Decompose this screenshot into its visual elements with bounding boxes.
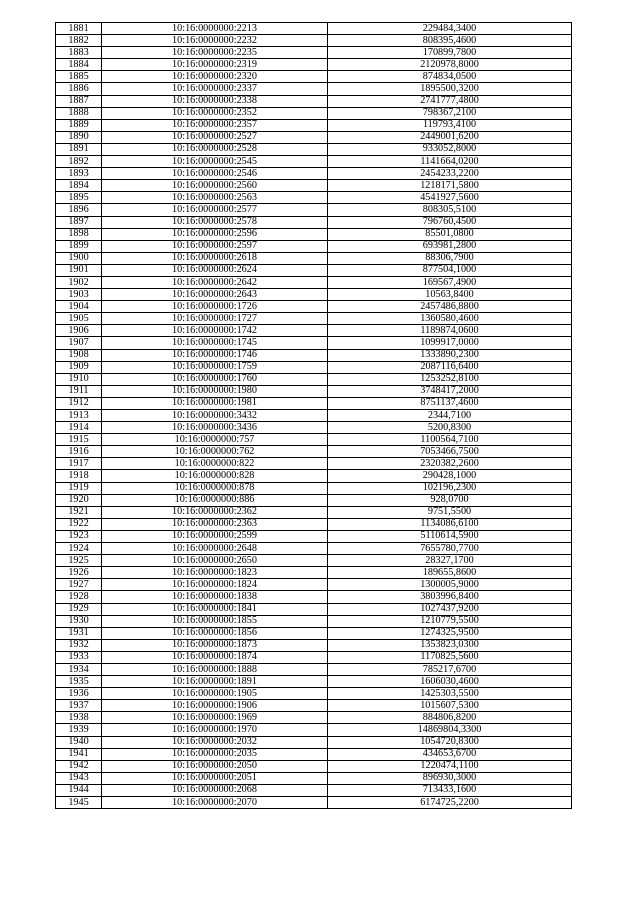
cadastral-number-cell: 10:16:0000000:1891 [102, 676, 328, 688]
value-cell: 2320382,2600 [328, 458, 572, 470]
row-number-cell: 1887 [56, 95, 102, 107]
row-number-cell: 1918 [56, 470, 102, 482]
value-cell: 928,0700 [328, 494, 572, 506]
cadastral-number-cell: 10:16:0000000:1759 [102, 361, 328, 373]
table-row [56, 506, 572, 518]
cadastral-number-cell: 10:16:0000000:2352 [102, 107, 328, 119]
table-row [56, 470, 572, 482]
value-cell: 808395,4600 [328, 35, 572, 47]
row-number-cell: 1881 [56, 23, 102, 35]
row-number-cell: 1924 [56, 543, 102, 555]
cadastral-number-cell: 10:16:0000000:2337 [102, 83, 328, 95]
cadastral-number-cell: 10:16:0000000:1745 [102, 337, 328, 349]
table-row [56, 385, 572, 397]
value-cell: 4541927,5600 [328, 192, 572, 204]
cadastral-number-cell: 10:16:0000000:2051 [102, 772, 328, 784]
value-cell: 28327,1700 [328, 555, 572, 567]
table-row [56, 156, 572, 168]
row-number-cell: 1919 [56, 482, 102, 494]
table-row [56, 615, 572, 627]
row-number-cell: 1938 [56, 712, 102, 724]
value-cell: 877504,1000 [328, 264, 572, 276]
value-cell: 1218171,5800 [328, 180, 572, 192]
value-cell: 1895500,3200 [328, 83, 572, 95]
value-cell: 1333890,2300 [328, 349, 572, 361]
table-row [56, 518, 572, 530]
row-number-cell: 1882 [56, 35, 102, 47]
value-cell: 7053466,7500 [328, 446, 572, 458]
row-number-cell: 1932 [56, 639, 102, 651]
row-number-cell: 1922 [56, 518, 102, 530]
row-number-cell: 1909 [56, 361, 102, 373]
value-cell: 5200,8300 [328, 422, 572, 434]
cadastral-number-cell: 10:16:0000000:2235 [102, 47, 328, 59]
table-row [56, 494, 572, 506]
row-number-cell: 1899 [56, 240, 102, 252]
cadastral-number-cell: 10:16:0000000:2070 [102, 797, 328, 809]
table-row [56, 724, 572, 736]
value-cell: 85501,0800 [328, 228, 572, 240]
cadastral-number-cell: 10:16:0000000:2642 [102, 276, 328, 288]
cadastral-number-cell: 10:16:0000000:3436 [102, 422, 328, 434]
row-number-cell: 1897 [56, 216, 102, 228]
cadastral-number-cell: 10:16:0000000:1760 [102, 373, 328, 385]
table-body [56, 23, 572, 809]
value-cell: 1134086,6100 [328, 518, 572, 530]
table-row [56, 446, 572, 458]
table-row [56, 555, 572, 567]
value-cell: 189655,8600 [328, 567, 572, 579]
value-cell: 1425303,5500 [328, 688, 572, 700]
table-row [56, 216, 572, 228]
cadastral-number-cell: 10:16:0000000:757 [102, 434, 328, 446]
table-row [56, 240, 572, 252]
value-cell: 874834,0500 [328, 71, 572, 83]
cadastral-number-cell: 10:16:0000000:1873 [102, 639, 328, 651]
cadastral-number-cell: 10:16:0000000:1906 [102, 700, 328, 712]
row-number-cell: 1895 [56, 192, 102, 204]
cadastral-number-cell: 10:16:0000000:828 [102, 470, 328, 482]
value-cell: 796760,4500 [328, 216, 572, 228]
table-row [56, 579, 572, 591]
table-row [56, 337, 572, 349]
value-cell: 1220474,1100 [328, 760, 572, 772]
table-row [56, 264, 572, 276]
cadastral-number-cell: 10:16:0000000:2596 [102, 228, 328, 240]
table-row [56, 712, 572, 724]
cadastral-number-cell: 10:16:0000000:2068 [102, 784, 328, 796]
table-row [56, 107, 572, 119]
value-cell: 1300005,9000 [328, 579, 572, 591]
cadastral-number-cell: 10:16:0000000:1742 [102, 325, 328, 337]
table-row [56, 83, 572, 95]
table-row [56, 422, 572, 434]
row-number-cell: 1939 [56, 724, 102, 736]
cadastral-number-cell: 10:16:0000000:2578 [102, 216, 328, 228]
cadastral-number-cell: 10:16:0000000:2527 [102, 131, 328, 143]
table-row [56, 530, 572, 542]
value-cell: 1099917,0000 [328, 337, 572, 349]
cadastral-number-cell: 10:16:0000000:1888 [102, 663, 328, 675]
table-row [56, 276, 572, 288]
cadastral-number-cell: 10:16:0000000:1856 [102, 627, 328, 639]
cadastral-number-cell: 10:16:0000000:1874 [102, 651, 328, 663]
row-number-cell: 1891 [56, 143, 102, 155]
row-number-cell: 1916 [56, 446, 102, 458]
row-number-cell: 1927 [56, 579, 102, 591]
value-cell: 3748417,2000 [328, 385, 572, 397]
cadastral-number-cell: 10:16:0000000:1980 [102, 385, 328, 397]
cadastral-number-cell: 10:16:0000000:1727 [102, 313, 328, 325]
table-row [56, 760, 572, 772]
row-number-cell: 1926 [56, 567, 102, 579]
cadastral-number-cell: 10:16:0000000:1855 [102, 615, 328, 627]
row-number-cell: 1915 [56, 434, 102, 446]
table-row [56, 772, 572, 784]
table-row [56, 349, 572, 361]
table-row [56, 603, 572, 615]
cadastral-number-cell: 10:16:0000000:1726 [102, 301, 328, 313]
cadastral-number-cell: 10:16:0000000:1838 [102, 591, 328, 603]
row-number-cell: 1914 [56, 422, 102, 434]
row-number-cell: 1943 [56, 772, 102, 784]
cadastral-number-cell: 10:16:0000000:2545 [102, 156, 328, 168]
cadastral-number-cell: 10:16:0000000:2338 [102, 95, 328, 107]
table-row [56, 95, 572, 107]
table-row [56, 688, 572, 700]
value-cell: 88306,7900 [328, 252, 572, 264]
row-number-cell: 1911 [56, 385, 102, 397]
cadastral-number-cell: 10:16:0000000:2624 [102, 264, 328, 276]
cadastral-number-cell: 10:16:0000000:2213 [102, 23, 328, 35]
table-row [56, 676, 572, 688]
cadastral-number-cell: 10:16:0000000:762 [102, 446, 328, 458]
row-number-cell: 1936 [56, 688, 102, 700]
row-number-cell: 1890 [56, 131, 102, 143]
table-row [56, 736, 572, 748]
row-number-cell: 1896 [56, 204, 102, 216]
row-number-cell: 1907 [56, 337, 102, 349]
value-cell: 170899,7800 [328, 47, 572, 59]
value-cell: 169567,4900 [328, 276, 572, 288]
cadastral-number-cell: 10:16:0000000:1823 [102, 567, 328, 579]
cadastral-number-cell: 10:16:0000000:1824 [102, 579, 328, 591]
table-row [56, 35, 572, 47]
table-row [56, 434, 572, 446]
row-number-cell: 1929 [56, 603, 102, 615]
table-row [56, 143, 572, 155]
value-cell: 2087116,6400 [328, 361, 572, 373]
row-number-cell: 1930 [56, 615, 102, 627]
cadastral-number-cell: 10:16:0000000:878 [102, 482, 328, 494]
value-cell: 1100564,7100 [328, 434, 572, 446]
table-row [56, 784, 572, 796]
value-cell: 1274325,9500 [328, 627, 572, 639]
cadastral-number-cell: 10:16:0000000:3432 [102, 410, 328, 422]
value-cell: 1210779,5500 [328, 615, 572, 627]
cadastral-number-cell: 10:16:0000000:822 [102, 458, 328, 470]
row-number-cell: 1942 [56, 760, 102, 772]
row-number-cell: 1889 [56, 119, 102, 131]
table-row [56, 301, 572, 313]
value-cell: 9751,5500 [328, 506, 572, 518]
value-cell: 10563,8400 [328, 289, 572, 301]
value-cell: 798367,2100 [328, 107, 572, 119]
cadastral-number-cell: 10:16:0000000:2528 [102, 143, 328, 155]
table-row [56, 373, 572, 385]
table-row [56, 410, 572, 422]
row-number-cell: 1925 [56, 555, 102, 567]
value-cell: 1015607,5300 [328, 700, 572, 712]
cadastral-number-cell: 10:16:0000000:2050 [102, 760, 328, 772]
value-cell: 1360580,4600 [328, 313, 572, 325]
cadastral-number-cell: 10:16:0000000:1746 [102, 349, 328, 361]
table-row [56, 663, 572, 675]
table-row [56, 361, 572, 373]
value-cell: 2457486,8800 [328, 301, 572, 313]
row-number-cell: 1884 [56, 59, 102, 71]
row-number-cell: 1906 [56, 325, 102, 337]
row-number-cell: 1923 [56, 530, 102, 542]
value-cell: 1353823,0300 [328, 639, 572, 651]
table-row [56, 168, 572, 180]
row-number-cell: 1944 [56, 784, 102, 796]
row-number-cell: 1908 [56, 349, 102, 361]
row-number-cell: 1912 [56, 397, 102, 409]
row-number-cell: 1898 [56, 228, 102, 240]
value-cell: 1027437,9200 [328, 603, 572, 615]
data-table [55, 22, 572, 809]
table-row [56, 591, 572, 603]
value-cell: 1141664,0200 [328, 156, 572, 168]
row-number-cell: 1893 [56, 168, 102, 180]
table-row [56, 204, 572, 216]
cadastral-number-cell: 10:16:0000000:2357 [102, 119, 328, 131]
row-number-cell: 1913 [56, 410, 102, 422]
table-row [56, 797, 572, 809]
value-cell: 693981,2800 [328, 240, 572, 252]
table-row [56, 313, 572, 325]
row-number-cell: 1941 [56, 748, 102, 760]
cadastral-number-cell: 10:16:0000000:1969 [102, 712, 328, 724]
value-cell: 119793,4100 [328, 119, 572, 131]
row-number-cell: 1901 [56, 264, 102, 276]
cadastral-number-cell: 10:16:0000000:2546 [102, 168, 328, 180]
value-cell: 808305,5100 [328, 204, 572, 216]
table-row [56, 59, 572, 71]
value-cell: 8751137,4600 [328, 397, 572, 409]
value-cell: 2741777,4800 [328, 95, 572, 107]
row-number-cell: 1917 [56, 458, 102, 470]
value-cell: 1253252,8100 [328, 373, 572, 385]
row-number-cell: 1904 [56, 301, 102, 313]
value-cell: 933052,8000 [328, 143, 572, 155]
value-cell: 1189874,0600 [328, 325, 572, 337]
value-cell: 14869804,3300 [328, 724, 572, 736]
cadastral-number-cell: 10:16:0000000:2618 [102, 252, 328, 264]
row-number-cell: 1885 [56, 71, 102, 83]
cadastral-number-cell: 10:16:0000000:1970 [102, 724, 328, 736]
table-row [56, 47, 572, 59]
value-cell: 2120978,8000 [328, 59, 572, 71]
value-cell: 785217,6700 [328, 663, 572, 675]
table-row [56, 192, 572, 204]
value-cell: 6174725,2200 [328, 797, 572, 809]
cadastral-number-cell: 10:16:0000000:2648 [102, 543, 328, 555]
row-number-cell: 1883 [56, 47, 102, 59]
cadastral-number-cell: 10:16:0000000:2599 [102, 530, 328, 542]
table-row [56, 748, 572, 760]
cadastral-number-cell: 10:16:0000000:1981 [102, 397, 328, 409]
table-row [56, 482, 572, 494]
row-number-cell: 1921 [56, 506, 102, 518]
row-number-cell: 1894 [56, 180, 102, 192]
value-cell: 3803996,8400 [328, 591, 572, 603]
value-cell: 884806,8200 [328, 712, 572, 724]
table-row [56, 651, 572, 663]
table-row [56, 23, 572, 35]
value-cell: 434653,6700 [328, 748, 572, 760]
cadastral-number-cell: 10:16:0000000:2320 [102, 71, 328, 83]
row-number-cell: 1937 [56, 700, 102, 712]
value-cell: 713433,1600 [328, 784, 572, 796]
value-cell: 1170825,5600 [328, 651, 572, 663]
row-number-cell: 1903 [56, 289, 102, 301]
cadastral-number-cell: 10:16:0000000:1841 [102, 603, 328, 615]
value-cell: 7655780,7700 [328, 543, 572, 555]
row-number-cell: 1931 [56, 627, 102, 639]
cadastral-number-cell: 10:16:0000000:2032 [102, 736, 328, 748]
value-cell: 5110614,5900 [328, 530, 572, 542]
row-number-cell: 1934 [56, 663, 102, 675]
value-cell: 2449001,6200 [328, 131, 572, 143]
table-row [56, 325, 572, 337]
cadastral-number-cell: 10:16:0000000:1905 [102, 688, 328, 700]
table-row [56, 639, 572, 651]
cadastral-number-cell: 10:16:0000000:2650 [102, 555, 328, 567]
table-row [56, 289, 572, 301]
table-row [56, 627, 572, 639]
cadastral-number-cell: 10:16:0000000:2232 [102, 35, 328, 47]
value-cell: 1054720,8300 [328, 736, 572, 748]
value-cell: 2454233,2200 [328, 168, 572, 180]
table-row [56, 180, 572, 192]
cadastral-number-cell: 10:16:0000000:2560 [102, 180, 328, 192]
row-number-cell: 1945 [56, 797, 102, 809]
row-number-cell: 1888 [56, 107, 102, 119]
cadastral-number-cell: 10:16:0000000:2035 [102, 748, 328, 760]
table-row [56, 567, 572, 579]
value-cell: 102196,2300 [328, 482, 572, 494]
row-number-cell: 1892 [56, 156, 102, 168]
cadastral-number-cell: 10:16:0000000:2363 [102, 518, 328, 530]
cadastral-number-cell: 10:16:0000000:2563 [102, 192, 328, 204]
row-number-cell: 1910 [56, 373, 102, 385]
value-cell: 896930,3000 [328, 772, 572, 784]
cadastral-number-cell: 10:16:0000000:2577 [102, 204, 328, 216]
table-row [56, 119, 572, 131]
cadastral-number-cell: 10:16:0000000:2319 [102, 59, 328, 71]
cadastral-number-cell: 10:16:0000000:2597 [102, 240, 328, 252]
cadastral-number-cell: 10:16:0000000:886 [102, 494, 328, 506]
row-number-cell: 1905 [56, 313, 102, 325]
cadastral-number-cell: 10:16:0000000:2362 [102, 506, 328, 518]
value-cell: 229484,3400 [328, 23, 572, 35]
table-row [56, 700, 572, 712]
row-number-cell: 1928 [56, 591, 102, 603]
table-row [56, 543, 572, 555]
value-cell: 290428,1000 [328, 470, 572, 482]
table-row [56, 252, 572, 264]
row-number-cell: 1940 [56, 736, 102, 748]
table-row [56, 228, 572, 240]
value-cell: 1606030,4600 [328, 676, 572, 688]
row-number-cell: 1935 [56, 676, 102, 688]
row-number-cell: 1886 [56, 83, 102, 95]
table-row [56, 71, 572, 83]
table-row [56, 458, 572, 470]
row-number-cell: 1902 [56, 276, 102, 288]
row-number-cell: 1933 [56, 651, 102, 663]
cadastral-number-cell: 10:16:0000000:2643 [102, 289, 328, 301]
row-number-cell: 1900 [56, 252, 102, 264]
table-row [56, 397, 572, 409]
table-row [56, 131, 572, 143]
row-number-cell: 1920 [56, 494, 102, 506]
value-cell: 2344,7100 [328, 410, 572, 422]
